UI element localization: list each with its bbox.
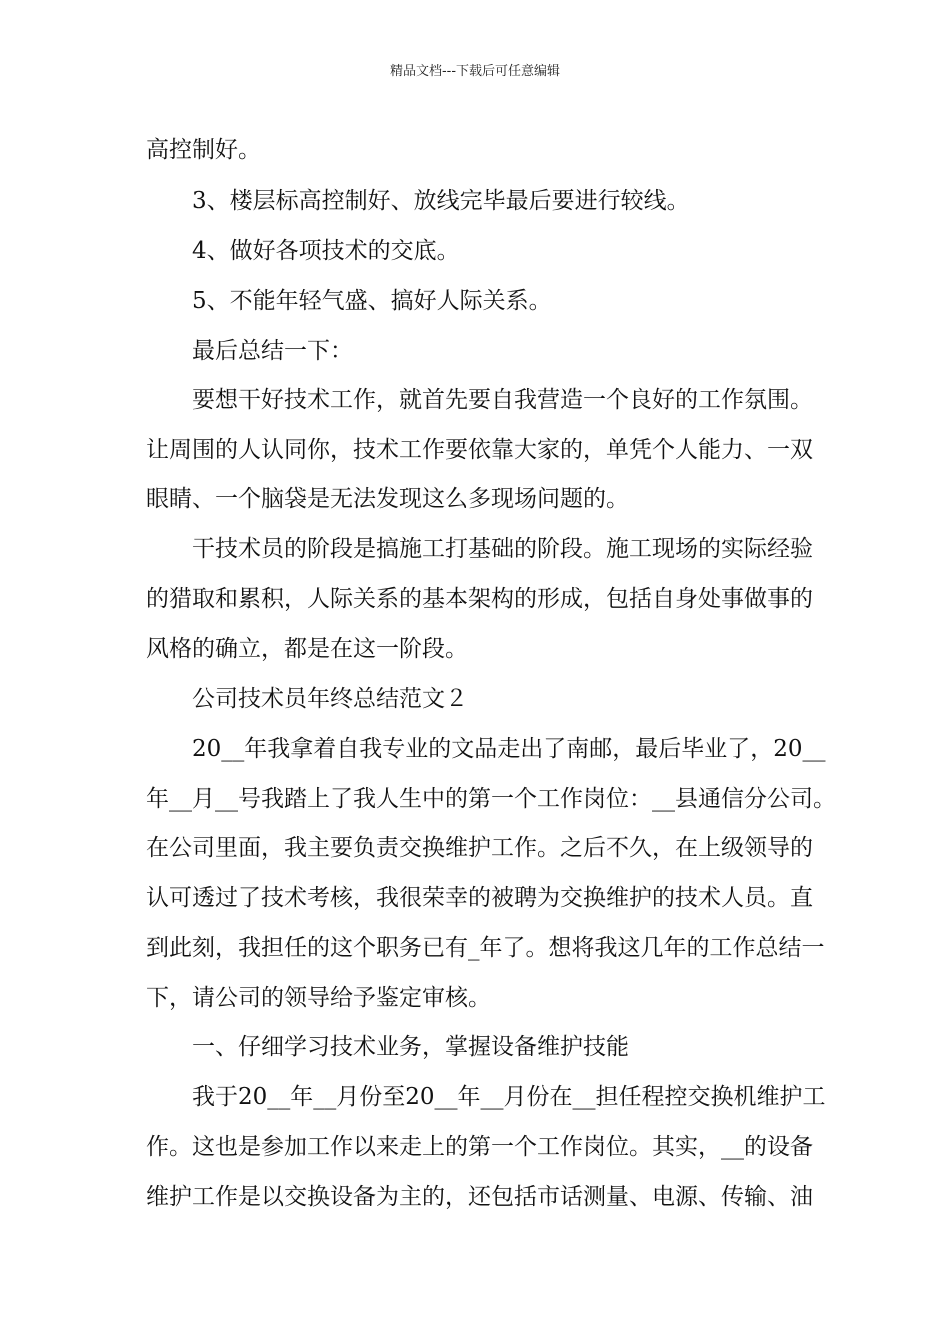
text-line: 20__年我拿着自我专业的文品走出了南邮，最后毕业了，20__ [192,736,826,762]
text-line: 眼睛、一个脑袋是无法发现这么多现场问题的。 [146,486,629,512]
text-line: 高控制好。 [146,137,261,163]
text-line: 认可透过了技术考核，我很荣幸的被聘为交换维护的技术人员。直 [146,885,813,911]
text-line: 在公司里面，我主要负责交换维护工作。之后不久，在上级领导的 [146,835,813,861]
text-line: 的猎取和累积，人际关系的基本架构的形成，包括自身处事做事的 [146,586,813,612]
text-line: 维护工作是以交换设备为主的，还包括市话测量、电源、传输、油 [146,1184,813,1210]
text-line: 干技术员的阶段是搞施工打基础的阶段。施工现场的实际经验 [192,536,813,562]
text-line: 下，请公司的领导给予鉴定审核。 [146,985,491,1011]
text-line: 要想干好技术工作，就首先要自我营造一个良好的工作氛围。 [192,387,813,413]
text-line: 5、不能年轻气盛、搞好人际关系。 [192,288,552,314]
section-heading: 一、仔细学习技术业务，掌握设备维护技能 [192,1034,629,1060]
text-line: 最后总结一下： [192,338,353,364]
text-line: 到此刻，我担任的这个职务已有_年了。想将我这几年的工作总结一 [146,935,825,961]
text-line: 我于20__年__月份至20__年__月份在__担任程控交换机维护工 [192,1084,826,1110]
text-line: 作。这也是参加工作以来走上的第一个工作岗位。其实，__的设备 [146,1134,813,1160]
text-line: 让周围的人认同你，技术工作要依靠大家的，单凭个人能力、一双 [146,437,813,463]
section-title: 公司技术员年终总结范文２ [192,686,468,712]
text-line: 3、楼层标高控制好、放线完毕最后要进行较线。 [192,188,690,214]
page-header: 精品文档---下载后可任意编辑 [389,64,561,79]
text-line: 风格的确立，都是在这一阶段。 [146,636,468,662]
text-line: 年__月__号我踏上了我人生中的第一个工作岗位：__县通信分公司。 [146,786,836,812]
text-line: 4、做好各项技术的交底。 [192,238,460,264]
